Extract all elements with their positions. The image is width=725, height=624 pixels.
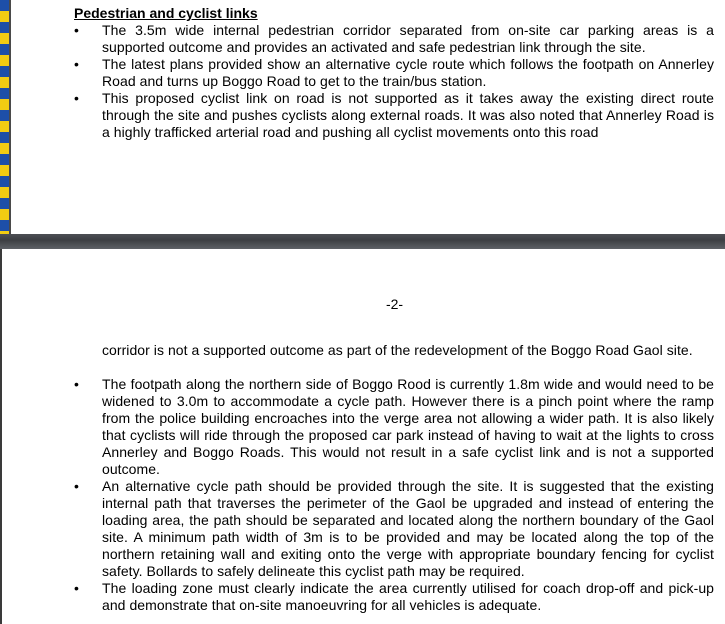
list-item-text: This proposed cyclist link on road is not supported as it takes away the existing direct route through the site and pushes cyclists along external roads. It was also noted that Annerley Road is a highly trafficked arterial road and pushing all cyclist movements onto this road xyxy=(102,90,714,140)
continued-paragraph: corridor is not a supported outcome as part of the redevelopment of the Boggo Road Gaol site. xyxy=(102,342,693,358)
document-page-1 xyxy=(0,0,725,234)
bullet-glyph: • xyxy=(74,56,79,72)
bullet-list-page-1 xyxy=(0,22,725,141)
list-item-text: An alternative cycle path should be provided through the site. It is suggested that the existing internal path that traverses the perimeter of the Gaol be upgraded and instead of entering the loading area, the path should be separated and located along the northern boundary of the Gaol site. A minimum path width of 3m is to be provided and may be located along the top of the northern retaining wall and exiting onto the verge with appropriate boundary fencing for cyclist safety. Bollards to safely delineate this cyclist path may be required. xyxy=(102,478,714,579)
list-item xyxy=(0,478,725,580)
list-item xyxy=(0,90,725,141)
list-item xyxy=(0,56,725,90)
list-item-text: The loading zone must clearly indicate the area currently utilised for coach drop-off and pick-up and demonstrate that on-site manoeuvring for all vehicles is adequate. xyxy=(102,580,714,613)
list-item xyxy=(0,22,725,56)
list-item-text: The footpath along the northern side of Boggo Rood is currently 1.8m wide and would need to be widened to 3.0m to accommodate a cycle path. However there is a pinch point where the ramp from the police building encroaches into the verge area not allowing a wider path. It is also likely that cyclists will ride through the proposed car park instead of having to wait at the lights to cross Annerley and Boggo Roads. This would not result in a safe cyclist link and is not a supported outcome. xyxy=(102,376,714,477)
continued-text xyxy=(102,342,714,359)
list-item-text: The latest plans provided show an alternative cycle route which follows the footpath on Annerley Road and turns up Boggo Road to get to the train/bus station. xyxy=(102,56,714,89)
bullet-list-page-2 xyxy=(0,376,725,614)
page-separator xyxy=(0,234,725,249)
bullet-glyph: • xyxy=(74,90,79,106)
bullet-glyph: • xyxy=(74,22,79,38)
list-item xyxy=(0,580,725,614)
bullet-glyph: • xyxy=(74,478,79,494)
page-number: -2- xyxy=(385,296,404,312)
document-page-2 xyxy=(0,249,725,624)
list-item xyxy=(0,376,725,478)
section-heading: Pedestrian and cyclist links xyxy=(74,5,258,21)
list-item-text: The 3.5m wide internal pedestrian corridor separated from on-site car parking areas is a supported outcome and provides an activated and safe pedestrian link through the site. xyxy=(102,22,714,55)
bullet-glyph: • xyxy=(74,376,79,392)
bullet-glyph: • xyxy=(74,580,79,596)
